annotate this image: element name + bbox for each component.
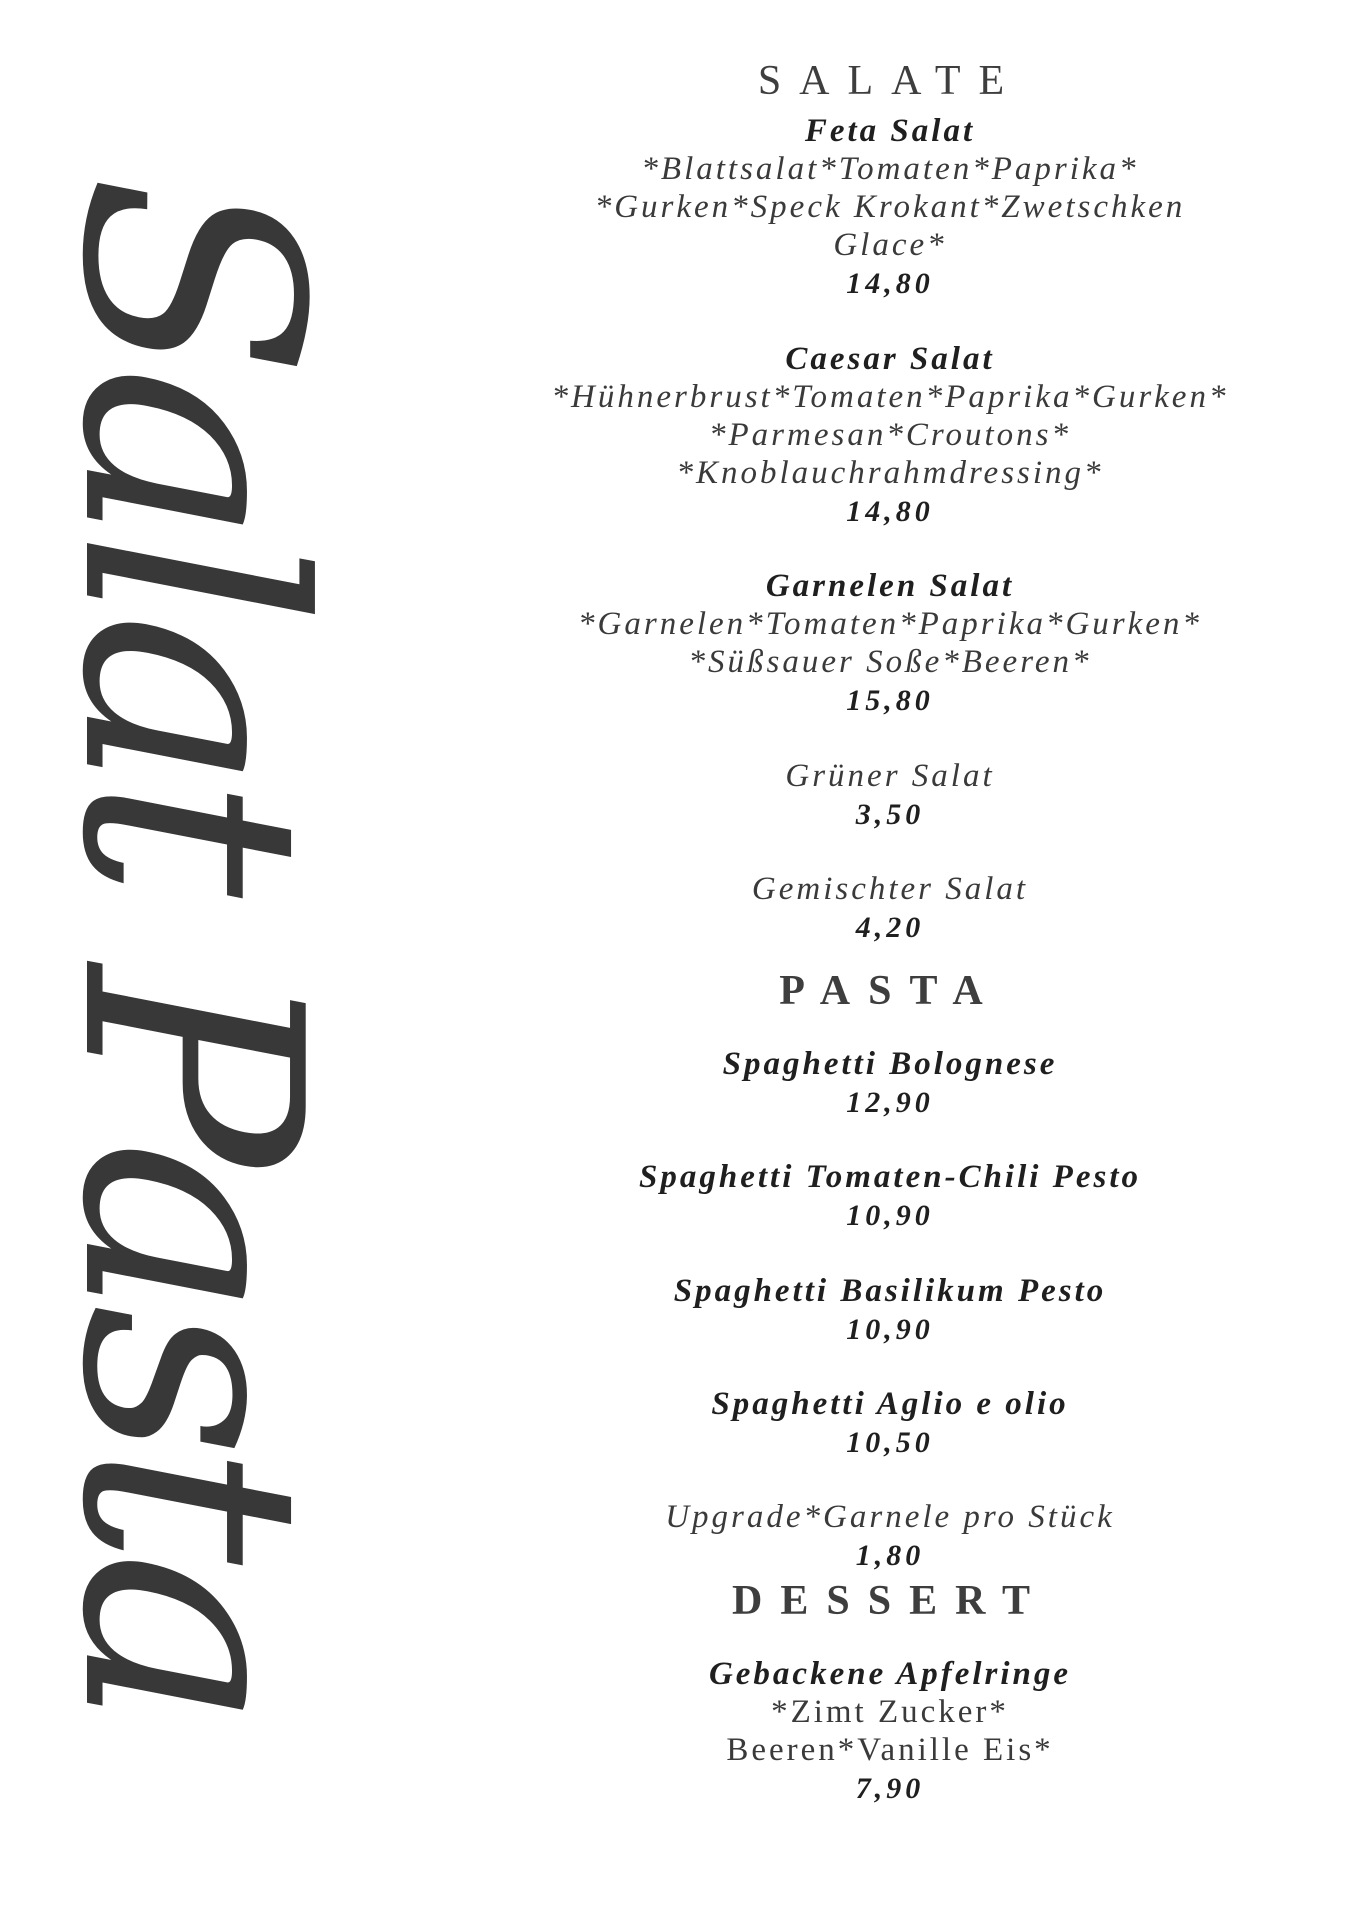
menu-column <box>500 0 1280 1920</box>
item-name: Gebackene Apfelringe <box>708 1656 1072 1692</box>
item-name: Spaghetti Aglio e olio <box>711 1386 1069 1422</box>
item-price: 10,90 <box>846 1199 934 1232</box>
section-heading-salate: SALATE <box>757 58 1023 104</box>
item-price: 10,90 <box>846 1313 934 1346</box>
menu-item-gemischter-salat <box>500 870 1280 948</box>
item-description: Glace* <box>833 227 947 263</box>
item-description: *Süßsauer Soße*Beeren* <box>688 644 1092 680</box>
item-price: 10,50 <box>846 1426 934 1459</box>
menu-item-gruener-salat <box>500 757 1280 835</box>
item-price: 1,80 <box>855 1539 925 1572</box>
item-price: 14,80 <box>846 495 934 528</box>
item-price: 7,90 <box>855 1772 925 1805</box>
menu-item-caesar-salat <box>500 340 1280 532</box>
item-name: Gemischter Salat <box>751 871 1029 907</box>
script-title: Salat Pasta <box>16 174 365 1716</box>
menu-item-spaghetti-tomaten-chili-pesto <box>500 1158 1280 1236</box>
item-name: Grüner Salat <box>785 758 995 794</box>
menu-item-feta-salat <box>500 112 1280 304</box>
menu-item-gebackene-apfelringe <box>500 1655 1280 1809</box>
section-heading-pasta: PASTA <box>779 968 1001 1014</box>
menu-item-upgrade-garnele <box>500 1498 1280 1576</box>
item-description: *Garnelen*Tomaten*Paprika*Gurken* <box>578 606 1202 642</box>
item-name: Caesar Salat <box>785 341 995 377</box>
menu-item-spaghetti-basilikum-pesto <box>500 1272 1280 1350</box>
menu-item-garnelen-salat <box>500 567 1280 721</box>
item-description: *Blattsalat*Tomaten*Paprika* <box>641 151 1139 187</box>
item-description: *Gurken*Speck Krokant*Zwetschken <box>594 189 1186 225</box>
item-name: Spaghetti Basilikum Pesto <box>673 1273 1107 1309</box>
menu-item-spaghetti-aglio-e-olio <box>500 1385 1280 1463</box>
item-name: Garnelen Salat <box>765 568 1015 604</box>
item-description: *Zimt Zucker* <box>771 1694 1009 1730</box>
item-name: Feta Salat <box>804 113 976 149</box>
item-description: *Hühnerbrust*Tomaten*Paprika*Gurken* <box>551 379 1229 415</box>
item-name: Spaghetti Tomaten-Chili Pesto <box>639 1159 1141 1195</box>
item-price: 15,80 <box>846 684 934 717</box>
item-description: Beeren*Vanille Eis* <box>726 1732 1054 1768</box>
item-description: *Parmesan*Croutons* <box>709 417 1071 453</box>
script-title-decoration <box>16 95 500 1795</box>
item-name: Upgrade*Garnele pro Stück <box>665 1499 1115 1535</box>
item-price: 12,90 <box>846 1086 934 1119</box>
item-name: Spaghetti Bolognese <box>722 1046 1058 1082</box>
item-price: 14,80 <box>846 267 934 300</box>
item-price: 3,50 <box>855 798 925 831</box>
section-heading-dessert: DESSERT <box>732 1578 1048 1624</box>
menu-item-spaghetti-bolognese <box>500 1045 1280 1123</box>
item-price: 4,20 <box>855 911 925 944</box>
item-description: *Knoblauchrahmdressing* <box>676 455 1104 491</box>
